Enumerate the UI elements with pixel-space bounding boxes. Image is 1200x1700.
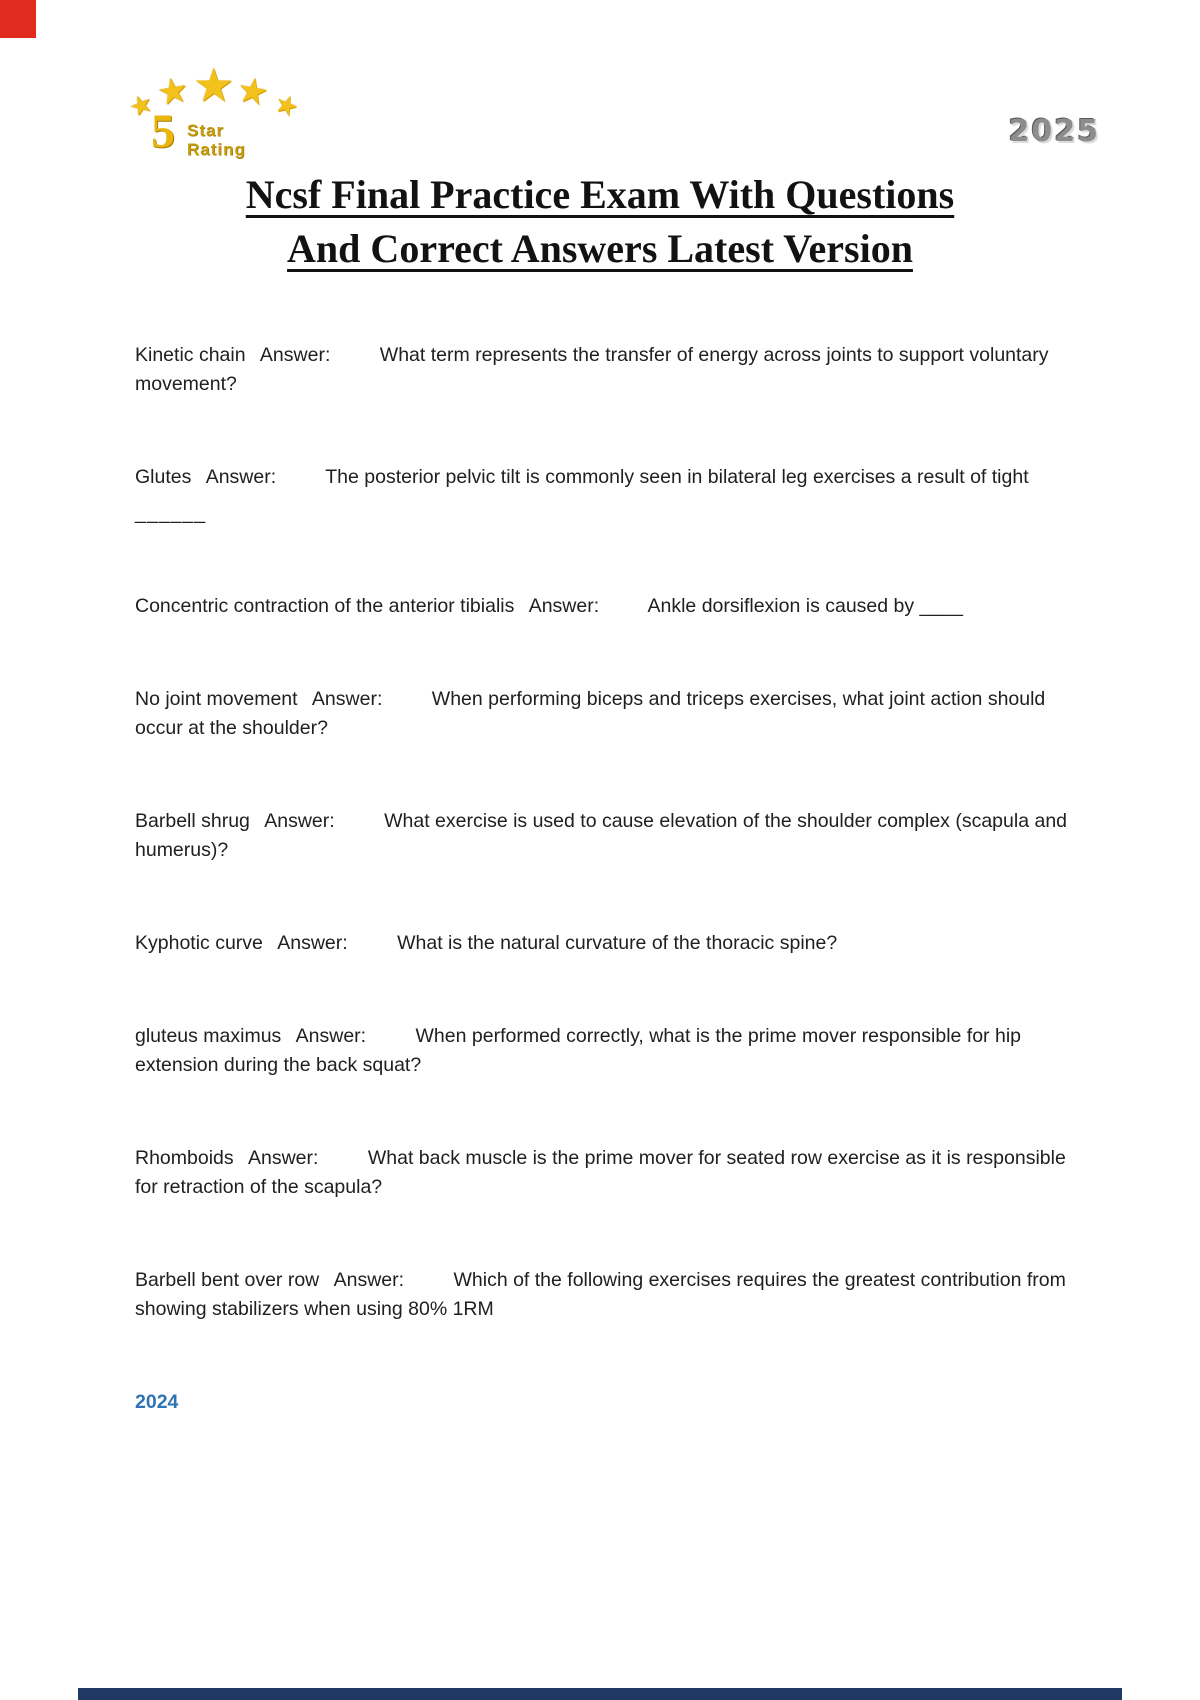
- star-icon: ★: [124, 86, 158, 124]
- qa-question: When performed correctly, what is the prime mover responsible for hip extension during the back squat?: [135, 1025, 1021, 1076]
- qa-question: What is the natural curvature of the thoracic spine?: [397, 932, 838, 954]
- qa-question: What back muscle is the prime mover for seated row exercise as it is responsible for retraction of the scapula?: [135, 1147, 1066, 1198]
- qa-item: [135, 463, 1070, 528]
- page-title-line1: Ncsf Final Practice Exam With Questions: [245, 172, 955, 217]
- red-corner-mark: [0, 0, 36, 38]
- qa-term: Kinetic chain: [135, 344, 246, 366]
- qa-item: [135, 807, 1070, 865]
- qa-question: What exercise is used to cause elevation of the shoulder complex (scapula and humerus)?: [135, 810, 1068, 861]
- footer-year: 2024: [135, 1391, 179, 1413]
- qa-answer-label: Answer:: [259, 344, 331, 366]
- qa-term: No joint movement: [135, 688, 298, 710]
- year-badge: 2025: [1008, 114, 1100, 149]
- qa-item: [135, 685, 1070, 743]
- qa-question: The posterior pelvic tilt is commonly seen in bilateral leg exercises a result of tight: [325, 466, 1029, 488]
- qa-item: [135, 341, 1070, 399]
- qa-answer-label: Answer:: [528, 595, 600, 617]
- qa-answer-label: Answer:: [333, 1269, 405, 1291]
- qa-term: Rhomboids: [135, 1147, 234, 1169]
- qa-answer-label: Answer:: [264, 810, 335, 832]
- qa-question: Ankle dorsiflexion is caused by ____: [647, 595, 963, 617]
- qa-term: gluteus maximus: [135, 1025, 282, 1047]
- qa-answer-label: Answer:: [295, 1025, 367, 1047]
- page-title-line2: And Correct Answers Latest Version: [287, 226, 913, 271]
- star-icon: ★: [270, 86, 304, 124]
- page-title: [0, 168, 1200, 276]
- qa-term: Kyphotic curve: [135, 932, 263, 954]
- qa-blank-line: ______: [135, 502, 207, 524]
- qa-answer-label: Answer:: [247, 1147, 319, 1169]
- star-icon: ★: [233, 69, 272, 114]
- bottom-divider-bar: [78, 1688, 1122, 1700]
- qa-term: Concentric contraction of the anterior tibialis: [135, 595, 515, 617]
- qa-item: [135, 1144, 1070, 1202]
- five-star-rating-logo: [124, 59, 320, 167]
- qa-item: [135, 1022, 1070, 1080]
- qa-question: What term represents the transfer of energy across joints to support voluntary movement?: [135, 344, 1049, 395]
- qa-answer-label: Answer:: [277, 932, 348, 954]
- logo-number: 5: [151, 105, 175, 158]
- logo-text-rating: Rating: [187, 140, 246, 159]
- qa-term: Barbell shrug: [135, 810, 250, 832]
- star-icon: ★: [193, 59, 235, 111]
- qa-item: [135, 1266, 1070, 1324]
- qa-body: [135, 341, 1070, 1417]
- qa-answer-label: Answer:: [311, 688, 383, 710]
- star-icon: ★: [153, 69, 192, 114]
- qa-term: Glutes: [135, 466, 192, 488]
- logo-text-star: Star: [187, 121, 225, 140]
- qa-question: Which of the following exercises requires the greatest contribution from showing stabilizers when using 80% 1RM: [135, 1269, 1066, 1320]
- qa-item: [135, 929, 1070, 958]
- qa-question: When performing biceps and triceps exercises, what joint action should occur at the shoulder?: [135, 688, 1046, 739]
- qa-term: Barbell bent over row: [135, 1269, 320, 1291]
- qa-item: [135, 592, 1070, 621]
- qa-answer-label: Answer:: [205, 466, 277, 488]
